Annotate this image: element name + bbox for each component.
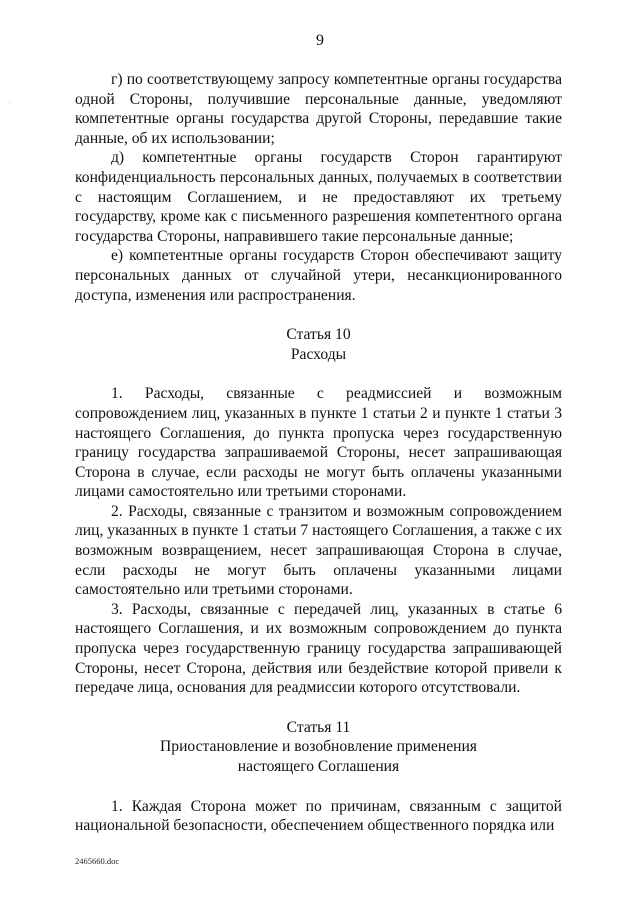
page-number: 9	[316, 32, 324, 49]
margin-mark: ˈ	[8, 100, 11, 110]
article-11-number: Статья 11	[286, 718, 351, 736]
document-body	[75, 70, 562, 836]
article-11-paragraph-1: 1. Каждая Сторона может по причинам, связанным с защитой национальной безопасности, обеспечением общественного порядка или	[75, 797, 562, 835]
paragraph-e: е) компетентные органы государств Сторон обеспечивают защиту персональных данных от случайной утери, несанкционированного доступа, изменения или распространения.	[75, 247, 562, 304]
paragraph-d: д) компетентные органы государств Сторон гарантируют конфиденциальность персональных данных, получаемых в соответствии с настоящим Соглашением, и не предоставляют их третьему государству, кроме как с письменного разрешения компетентного органа государства Стороны, направившего такие персональные данные;	[75, 149, 562, 245]
article-11-title-line-1: Приостановление и возобновление применения	[160, 738, 477, 756]
article-10-paragraph-2: 2. Расходы, связанные с транзитом и возможным сопровождением лиц, указанных в пункте 1 статьи 7 настоящего Соглашения, а также с их возможным возвращением, несет запрашивающая Сторона в случае, если расходы не могут быть оплачены указанными лицами самостоятельно или третьими сторонами.	[75, 502, 562, 599]
article-10-paragraph-3: 3. Расходы, связанные с передачей лиц, указанных в статье 6 настоящего Соглашения, и их возможным сопровождением до пункта пропуска через государственную границу государства запрашивающей Стороны, несет Сторона, действия или бездействие которой привели к передаче лица, основания для реадмиссии которого отсутствовали.	[75, 600, 562, 697]
paragraph-g: г) по соответствующему запросу компетентные органы государства одной Стороны, получившие персональные данные, уведомляют компетентные органы государства другой Стороны, передавшие такие данные, об их использовании;	[75, 71, 562, 147]
article-10-paragraph-1: 1. Расходы, связанные с реадмиссией и возможным сопровождением лиц, указанных в пункте 1 статьи 2 и пункте 1 статьи 3 настоящего Соглашения, до пункта пропуска через государственную границу государства запрашиваемой Стороны, несет запрашивающая Сторона в случае, если расходы не могут быть оплачены указанными лицами самостоятельно или третьими сторонами.	[75, 385, 562, 501]
article-11-title-line-2: настоящего Соглашения	[237, 758, 400, 775]
document-filename: 2465660.doc	[75, 856, 120, 866]
article-10-title: Расходы	[290, 345, 347, 363]
article-10-number: Статья 10	[286, 326, 351, 344]
